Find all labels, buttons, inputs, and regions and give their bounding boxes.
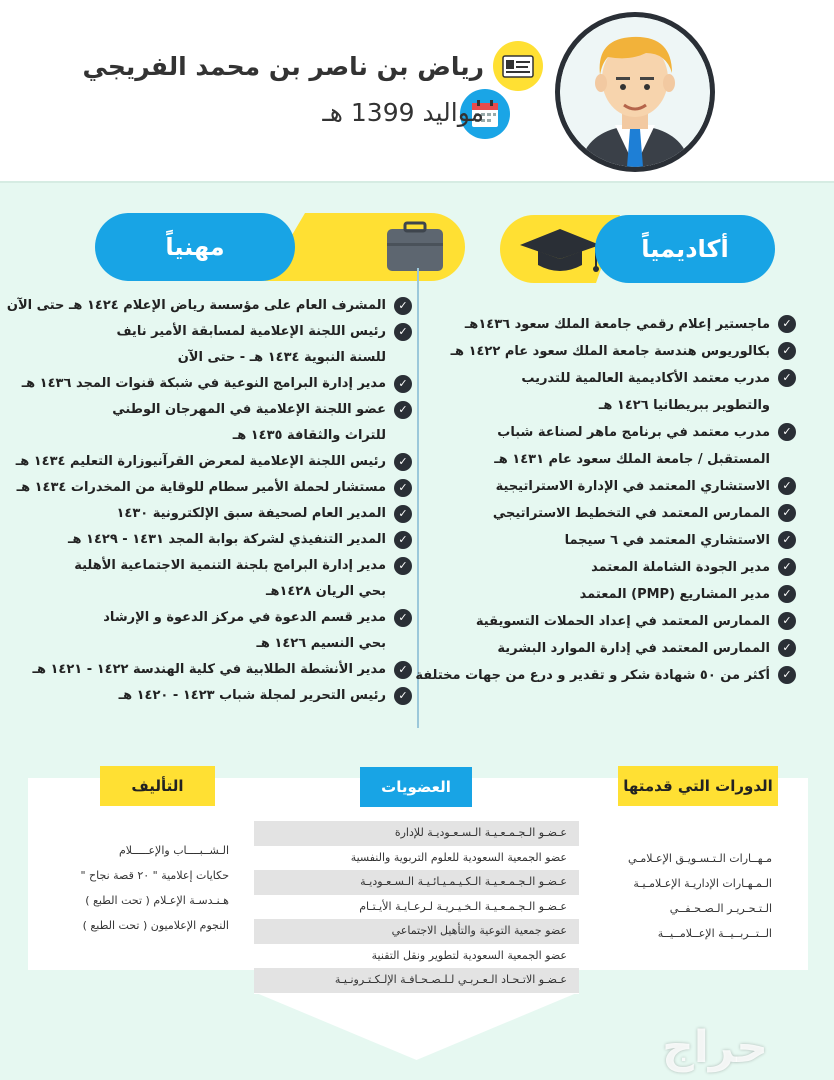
list-item: هـنـدسـة الإعـلام ( تحت الطبع ) bbox=[85, 894, 229, 907]
check-icon: ✓ bbox=[778, 504, 796, 522]
check-icon: ✓ bbox=[778, 612, 796, 630]
list-item: الـشــبــــاب والإعـــــلام bbox=[119, 844, 229, 857]
check-icon: ✓ bbox=[778, 666, 796, 684]
list-item: ✓ مدير المشاريع (PMP) المعتمد bbox=[436, 581, 796, 608]
list-item: ✓ مدرب معتمد في برنامج ماهر لصناعة شباب المستقبل / جامعة الملك سعود عام ١٤٣١ هـ bbox=[436, 419, 796, 473]
check-icon: ✓ bbox=[394, 687, 412, 705]
professional-banner bbox=[95, 213, 375, 281]
check-icon: ✓ bbox=[394, 531, 412, 549]
list-item: الـتـحـريـر الـصـحـفــي bbox=[669, 902, 772, 915]
full-name: رياض بن ناصر بن محمد الفريجي bbox=[82, 52, 484, 81]
check-icon: ✓ bbox=[778, 585, 796, 603]
profile-header bbox=[0, 0, 834, 183]
memberships-arrow bbox=[254, 992, 579, 1060]
briefcase-icon bbox=[265, 213, 465, 281]
list-item: ✓ مستشار لحملة الأمير سطام للوقاية من المخدرات ١٤٣٤ هـ bbox=[22, 475, 412, 501]
list-item: ✓ مدير الأنشطة الطلابية في كلية الهندسة ١٤٢٢ - ١٤٢١ هـ bbox=[22, 657, 412, 683]
check-icon: ✓ bbox=[778, 423, 796, 441]
person-illustration-icon bbox=[560, 17, 710, 167]
courses-title: الدورات التي قدمتها bbox=[618, 766, 778, 806]
memberships-list bbox=[254, 821, 579, 993]
academic-banner bbox=[500, 215, 780, 283]
list-item: النجوم الإعلاميون ( تحت الطبع ) bbox=[82, 919, 229, 932]
check-icon: ✓ bbox=[394, 323, 412, 341]
list-item: ✓ مدير قسم الدعوة في مركز الدعوة و الإرشاد بحي النسيم ١٤٢٦ هـ bbox=[22, 605, 412, 657]
list-item: ✓ الاستشاري المعتمد في ٦ سيجما bbox=[436, 527, 796, 554]
check-icon: ✓ bbox=[394, 297, 412, 315]
list-item: مـهــارات الـتـسـويـق الإعـلامـي bbox=[627, 852, 772, 865]
birth-year: مواليد 1399 هـ bbox=[322, 98, 484, 127]
list-item: حكايات إعلامية " ٢٠ قصة نجاح " bbox=[80, 869, 229, 882]
list-item: ✓ مدير إدارة البرامج بلجنة التنمية الاجتماعية الأهلية بحي الريان ١٤٢٨هـ bbox=[22, 553, 412, 605]
list-item: ✓ بكالوريوس هندسة جامعة الملك سعود عام ١٤٢٢ هـ bbox=[436, 338, 796, 365]
list-item: ✓ مدرب معتمد الأكاديمية العالمية للتدريب والتطوير ببريطانيا ١٤٢٦ هـ bbox=[436, 365, 796, 419]
list-item: ✓ الممارس المعتمد في إدارة الموارد البشرية bbox=[436, 635, 796, 662]
check-icon: ✓ bbox=[394, 479, 412, 497]
check-icon: ✓ bbox=[394, 609, 412, 627]
list-item: ✓ المشرف العام على مؤسسة رياض الإعلام ١٤٢٤ هـ حتى الآن bbox=[22, 293, 412, 319]
list-item: عضو الجمعية السعودية للعلوم التربوية والنفسية bbox=[350, 850, 567, 864]
list-item: ✓ المدير التنفيذي لشركة بوابة المجد ١٤٣١ - ١٤٢٩ هـ bbox=[22, 527, 412, 553]
list-item: ✓ رئيس اللجنة الإعلامية لمعرض القرآنيوزارة التعليم ١٤٣٤ هـ bbox=[22, 449, 412, 475]
list-item: ✓ الممارس المعتمد في التخطيط الاستراتيجي bbox=[436, 500, 796, 527]
column-divider bbox=[417, 268, 419, 728]
list-item: ✓ أكثر من ٥٠ شهادة شكر و تقدير و درع من جهات مختلفة bbox=[436, 662, 796, 689]
list-item: عضو جمعية التوعية والتأهيل الاجتماعي bbox=[254, 919, 579, 944]
list-item: ✓ مدير الجودة الشاملة المعتمد bbox=[436, 554, 796, 581]
list-item: ✓ رئيس التحرير لمجلة شباب ١٤٢٣ - ١٤٢٠ هـ bbox=[22, 683, 412, 709]
memberships-title: العضويات bbox=[360, 767, 472, 807]
watermark-logo: حراج bbox=[662, 1022, 768, 1073]
check-icon: ✓ bbox=[778, 342, 796, 360]
authorship-title: التأليف bbox=[100, 766, 215, 806]
list-item: عـضـو الـجـمـعـيـة الـخـيـريـة لـرعـايـة الأيـتـام bbox=[359, 899, 567, 913]
list-item: عضو الجمعية السعودية لتطوير ونقل التقنية bbox=[371, 948, 567, 962]
list-item: عـضـو الاتـحـاد الـعـربـي لـلـصـحـافـة الإلـكـتـرونـيـة bbox=[254, 968, 579, 993]
list-item: ✓ الممارس المعتمد في إعداد الحملات التسويقية bbox=[436, 608, 796, 635]
list-item: عـضـو الـجـمـعـيـة الـكـيـمـيـائـيـة الـسـعـوديـة bbox=[254, 870, 579, 895]
authorship-list bbox=[39, 838, 229, 938]
list-item: ✓ عضو اللجنة الإعلامية في المهرجان الوطني للتراث والثقافة ١٤٣٥ هـ bbox=[22, 397, 412, 449]
check-icon: ✓ bbox=[394, 661, 412, 679]
academic-list bbox=[415, 311, 796, 689]
academic-title: أكاديمياً bbox=[595, 215, 775, 283]
avatar bbox=[555, 12, 715, 172]
list-item: ✓ رئيس اللجنة الإعلامية لمسابقة الأمير نايف للسنة النبوية ١٤٣٤ هـ - حتى الآن bbox=[22, 319, 412, 371]
check-icon: ✓ bbox=[394, 453, 412, 471]
check-icon: ✓ bbox=[394, 557, 412, 575]
check-icon: ✓ bbox=[394, 401, 412, 419]
id-card-icon bbox=[493, 41, 543, 91]
check-icon: ✓ bbox=[394, 375, 412, 393]
check-icon: ✓ bbox=[778, 477, 796, 495]
professional-title: مهنياً bbox=[95, 213, 295, 281]
check-icon: ✓ bbox=[778, 315, 796, 333]
list-item: ✓ المدير العام لصحيفة سبق الإلكترونية ١٤٣٠ bbox=[22, 501, 412, 527]
list-item: ✓ مدير إدارة البرامج النوعية في شبكة قنوات المجد ١٤٣٦ هـ bbox=[22, 371, 412, 397]
list-item: الـمـهـارات الإداريـة الإعـلامـيـة bbox=[633, 877, 772, 890]
briefcase-icon-block bbox=[265, 213, 465, 281]
list-item: ✓ الاستشاري المعتمد في الإدارة الاستراتيجية bbox=[436, 473, 796, 500]
professional-list bbox=[6, 293, 412, 709]
check-icon: ✓ bbox=[778, 531, 796, 549]
courses-list bbox=[572, 846, 772, 946]
check-icon: ✓ bbox=[778, 369, 796, 387]
check-icon: ✓ bbox=[778, 639, 796, 657]
list-item: ✓ ماجستير إعلام رقمي جامعة الملك سعود ١٤٣٦هـ bbox=[436, 311, 796, 338]
list-item: الــتــربــيــة الإعــلامــيــة bbox=[657, 927, 772, 940]
check-icon: ✓ bbox=[778, 558, 796, 576]
check-icon: ✓ bbox=[394, 505, 412, 523]
list-item: عـضـو الـجـمـعـيـة الـسـعـوديـة للإدارة bbox=[254, 821, 579, 846]
